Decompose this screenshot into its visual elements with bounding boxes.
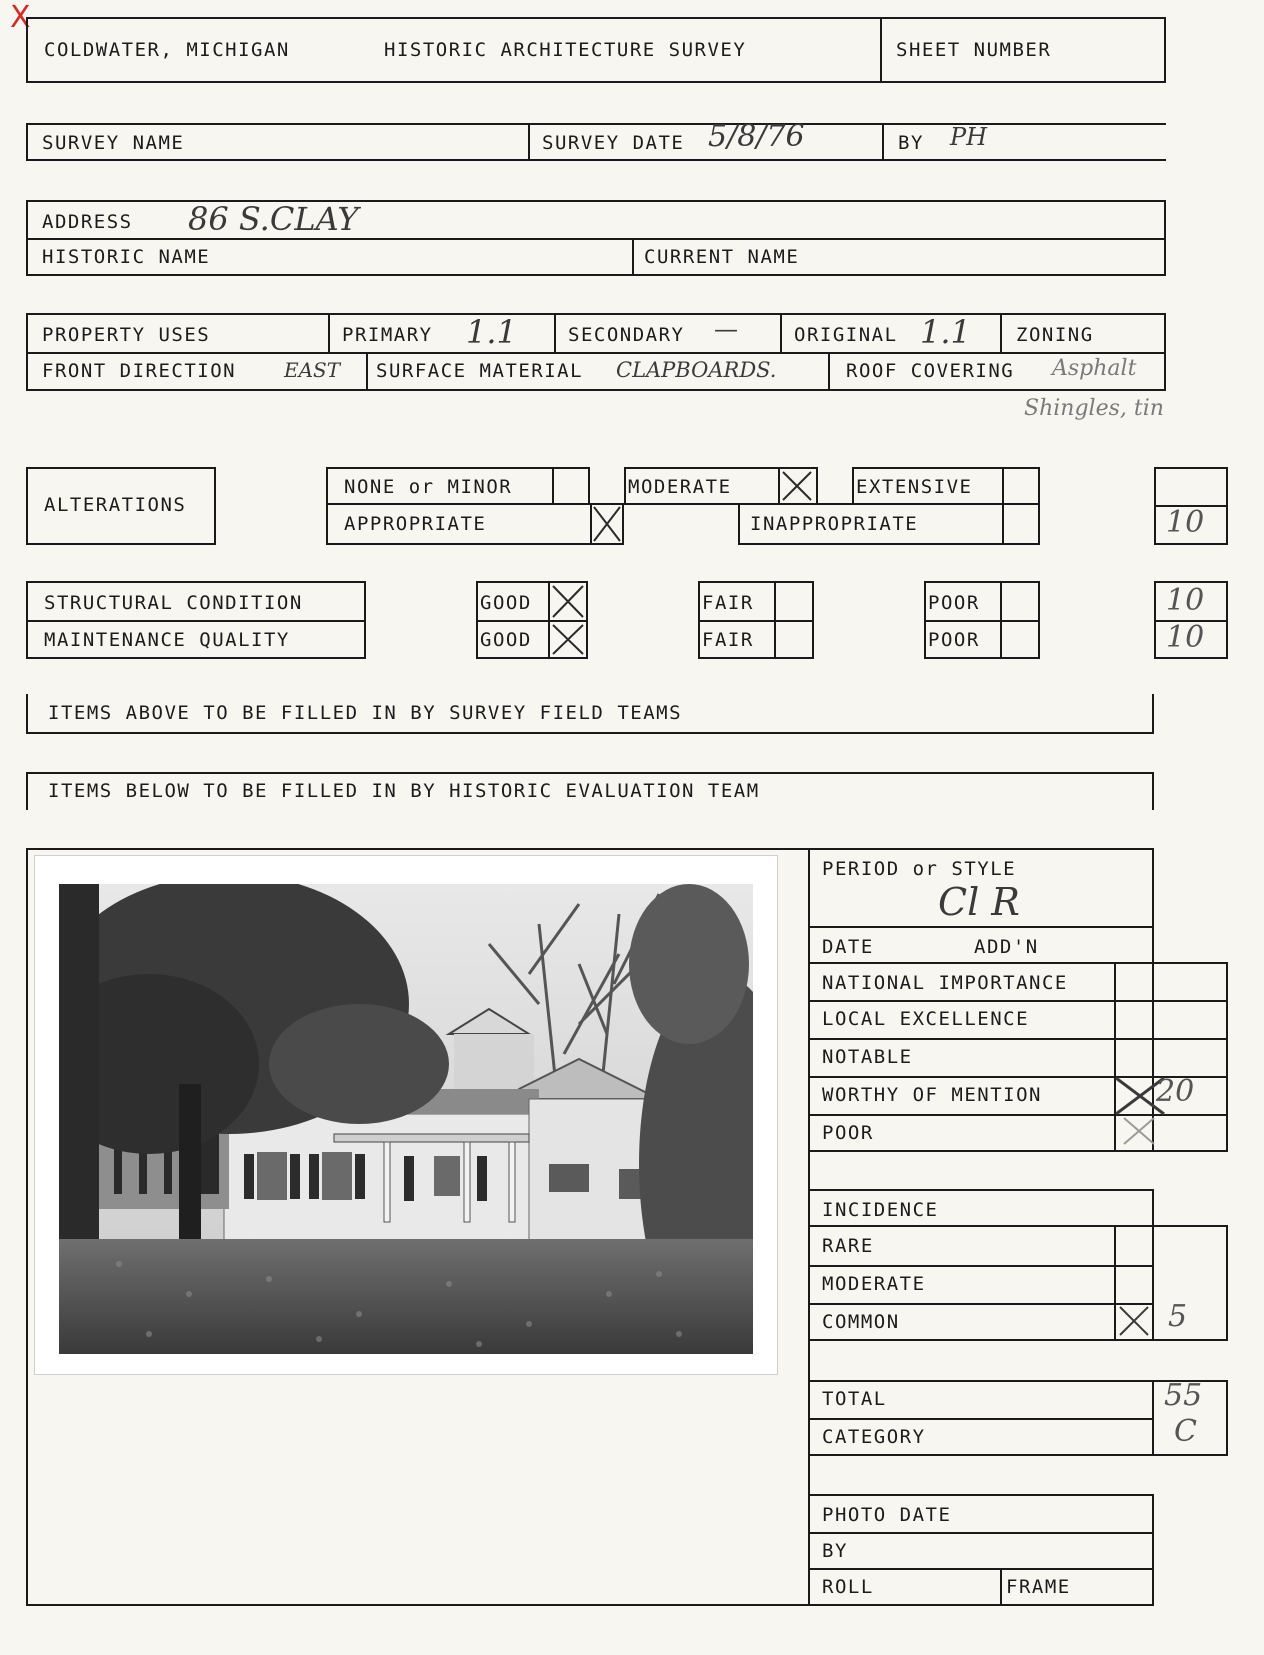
sheet-number-field[interactable]: [880, 19, 1166, 81]
photo-mount: [34, 855, 778, 1375]
alterations-score-cell: [1156, 505, 1226, 543]
rare-label: RARE: [822, 1235, 874, 1257]
survey-date-value: 5/8/76: [708, 119, 805, 154]
items-above-note-box: [26, 694, 1154, 734]
moderate-x-mark: [780, 469, 814, 503]
moderate-checkbox[interactable]: [778, 469, 816, 503]
category-label: CATEGORY: [822, 1426, 926, 1448]
primary-field[interactable]: [328, 315, 554, 352]
condition-good-box[interactable]: [476, 581, 588, 659]
extensive-label: EXTENSIVE: [856, 476, 973, 498]
survey-by-field[interactable]: [882, 125, 1166, 159]
current-name-field[interactable]: [632, 238, 1164, 274]
maintenance-poor-label: POOR: [928, 629, 980, 651]
total-value: 55: [1164, 1378, 1203, 1413]
none-minor-label: NONE or MINOR: [344, 476, 513, 498]
rare-row[interactable]: [810, 1227, 1114, 1265]
importance-box: [810, 962, 1228, 1152]
secondary-label: SECONDARY: [568, 324, 685, 346]
items-below-right-tick: [1152, 772, 1154, 810]
alteration-none-minor[interactable]: [326, 467, 590, 505]
zoning-field[interactable]: [1000, 315, 1166, 352]
condition-score-box[interactable]: [1154, 581, 1228, 659]
condition-fair-box[interactable]: [698, 581, 814, 659]
original-value: 1.1: [920, 313, 971, 351]
historic-name-label: HISTORIC NAME: [42, 246, 211, 268]
period-style-label: PERIOD or STYLE: [822, 858, 1017, 880]
alterations-score-box[interactable]: [1154, 467, 1228, 545]
front-direction-label: FRONT DIRECTION: [42, 360, 237, 382]
maintenance-good-checkbox[interactable]: [548, 622, 586, 657]
secondary-value: —: [714, 315, 738, 343]
photo-info-box: [810, 1494, 1154, 1606]
structural-fair-checkbox[interactable]: [774, 583, 812, 620]
poor-row[interactable]: [810, 1114, 1114, 1150]
category-row[interactable]: [810, 1418, 1152, 1454]
incidence-check-column[interactable]: [1114, 1227, 1152, 1339]
national-importance-row[interactable]: [810, 964, 1114, 1000]
structural-fair-label: FAIR: [702, 592, 754, 614]
alteration-appropriate[interactable]: [326, 503, 624, 545]
common-x-mark: [1116, 1303, 1152, 1339]
current-name-label: CURRENT NAME: [644, 246, 800, 268]
poor-label: POOR: [822, 1122, 874, 1144]
worthy-of-mention-row[interactable]: [810, 1076, 1114, 1114]
city-label: COLDWATER, MICHIGAN: [44, 39, 290, 61]
photo-by-label: BY: [822, 1540, 848, 1562]
roof-covering-label: ROOF COVERING: [846, 360, 1015, 382]
survey-name-label: SURVEY NAME: [42, 132, 185, 154]
alterations-label-box: [26, 467, 216, 545]
survey-title: HISTORIC ARCHITECTURE SURVEY: [384, 39, 747, 61]
structural-good-label: GOOD: [480, 592, 532, 614]
primary-value: 1.1: [466, 313, 517, 351]
maintenance-poor-checkbox[interactable]: [1000, 622, 1038, 657]
roll-row[interactable]: [810, 1568, 1000, 1604]
local-excellence-label: LOCAL EXCELLENCE: [822, 1008, 1030, 1030]
header-box: [26, 17, 1166, 83]
check-divider-1: [1116, 1000, 1152, 1002]
property-box: [26, 313, 1166, 391]
front-direction-value: EAST: [284, 358, 341, 382]
secondary-field[interactable]: [554, 315, 780, 352]
addn-label: ADD'N: [974, 936, 1039, 958]
period-style-box[interactable]: [810, 848, 1154, 964]
notable-label: NOTABLE: [822, 1046, 913, 1068]
totals-value-column[interactable]: [1152, 1378, 1224, 1454]
frame-row[interactable]: [1000, 1568, 1152, 1604]
condition-labels-box: [26, 581, 366, 659]
incidence-score-column[interactable]: [1152, 1227, 1224, 1339]
structural-poor-label: POOR: [928, 592, 980, 614]
original-label: ORIGINAL: [794, 324, 898, 346]
frame-label: FRAME: [1006, 1576, 1071, 1598]
score-divider-2: [1154, 1038, 1226, 1040]
photo-date-row[interactable]: [810, 1496, 1152, 1532]
address-box: [26, 200, 1166, 276]
check-divider-2: [1116, 1038, 1152, 1040]
address-value: 86 S.CLAY: [188, 200, 359, 238]
address-label: ADDRESS: [42, 211, 133, 233]
structural-good-checkbox[interactable]: [548, 583, 586, 620]
roof-covering-value-continued: Shingles, tin: [1024, 396, 1164, 421]
notable-row[interactable]: [810, 1038, 1114, 1076]
alterations-label: ALTERATIONS: [44, 494, 187, 516]
survey-date-label: SURVEY DATE: [542, 132, 685, 154]
alterations-score: 10: [1166, 505, 1205, 540]
survey-by-value: PH: [950, 123, 988, 151]
common-score: 5: [1168, 1299, 1188, 1334]
condition-poor-box[interactable]: [924, 581, 1040, 659]
worthy-of-mention-label: WORTHY OF MENTION: [822, 1084, 1042, 1106]
inappropriate-checkbox[interactable]: [1002, 505, 1038, 543]
original-field[interactable]: [780, 315, 1000, 352]
corner-mark: X: [10, 0, 31, 35]
incidence-check-divider-1: [1116, 1265, 1152, 1267]
items-above-note: ITEMS ABOVE TO BE FILLED IN BY SURVEY FIELD TEAMS: [48, 702, 683, 724]
survey-date-field[interactable]: [528, 119, 882, 159]
appropriate-label: APPROPRIATE: [344, 513, 487, 535]
total-row[interactable]: [810, 1382, 1152, 1418]
surface-material-value: CLAPBOARDS.: [616, 358, 777, 382]
common-row[interactable]: [810, 1303, 1114, 1339]
period-style-value: Cl R: [938, 880, 1020, 924]
inappropriate-label: INAPPROPRIATE: [750, 513, 919, 535]
structural-poor-checkbox[interactable]: [1000, 583, 1038, 620]
maintenance-fair-checkbox[interactable]: [774, 622, 812, 657]
national-importance-label: NATIONAL IMPORTANCE: [822, 972, 1068, 994]
maintenance-score-cell: [1156, 620, 1226, 657]
surface-material-label: SURFACE MATERIAL: [376, 360, 584, 382]
items-below-note-box: [26, 772, 1154, 810]
maintenance-fair-label: FAIR: [702, 629, 754, 651]
roof-covering-value: Asphalt: [1052, 356, 1137, 381]
category-value: C: [1174, 1414, 1197, 1449]
incidence-label: INCIDENCE: [822, 1199, 939, 1221]
common-label: COMMON: [822, 1311, 900, 1333]
date-row[interactable]: [810, 926, 1152, 964]
moderate-label: MODERATE: [628, 476, 732, 498]
appropriate-checkbox[interactable]: [590, 505, 622, 543]
front-direction-field[interactable]: [28, 352, 366, 389]
moderate-incidence-label: MODERATE: [822, 1273, 926, 1295]
alteration-inappropriate[interactable]: [738, 503, 1040, 545]
property-uses-label: PROPERTY USES: [42, 324, 211, 346]
maintenance-good-label: GOOD: [480, 629, 532, 651]
appropriate-x-mark: [592, 505, 622, 543]
alteration-extensive[interactable]: [852, 467, 1040, 505]
zoning-label: ZONING: [1016, 324, 1094, 346]
structural-good-x-mark: [550, 583, 586, 620]
maintenance-good-row: [478, 620, 586, 657]
local-excellence-row[interactable]: [810, 1000, 1114, 1038]
score-divider-1: [1154, 1000, 1226, 1002]
historic-name-field[interactable]: [28, 238, 632, 274]
date-label: DATE: [822, 936, 874, 958]
incidence-options-box: [810, 1225, 1228, 1341]
maintenance-row: [28, 620, 364, 657]
survey-box: [26, 119, 1166, 161]
maintenance-score: 10: [1166, 620, 1205, 655]
alteration-moderate[interactable]: [624, 467, 818, 505]
house-photo: [59, 884, 753, 1354]
structural-score: 10: [1166, 583, 1205, 618]
moderate-incidence-row[interactable]: [810, 1265, 1114, 1303]
extensive-checkbox[interactable]: [1002, 469, 1038, 503]
surface-material-field[interactable]: [366, 352, 828, 389]
maintenance-fair-row: [700, 620, 812, 657]
structural-condition-label: STRUCTURAL CONDITION: [44, 592, 303, 614]
items-above-right-tick: [1152, 694, 1154, 734]
roof-covering-field[interactable]: [828, 352, 1166, 389]
photo-date-label: PHOTO DATE: [822, 1504, 952, 1526]
maintenance-good-x-mark: [550, 622, 586, 657]
items-below-note: ITEMS BELOW TO BE FILLED IN BY HISTORIC EVALUATION TEAM: [48, 780, 760, 802]
total-label: TOTAL: [822, 1388, 887, 1410]
sheet-number-label: SHEET NUMBER: [896, 39, 1052, 61]
worthy-score: 20: [1156, 1074, 1195, 1109]
maintenance-poor-row: [926, 620, 1038, 657]
none-minor-checkbox[interactable]: [552, 469, 588, 503]
incidence-box: [810, 1189, 1154, 1227]
totals-box: [810, 1380, 1228, 1456]
roll-label: ROLL: [822, 1576, 874, 1598]
primary-label: PRIMARY: [342, 324, 433, 346]
photo-by-row[interactable]: [810, 1532, 1152, 1568]
maintenance-quality-label: MAINTENANCE QUALITY: [44, 629, 290, 651]
survey-by-label: BY: [898, 132, 924, 154]
